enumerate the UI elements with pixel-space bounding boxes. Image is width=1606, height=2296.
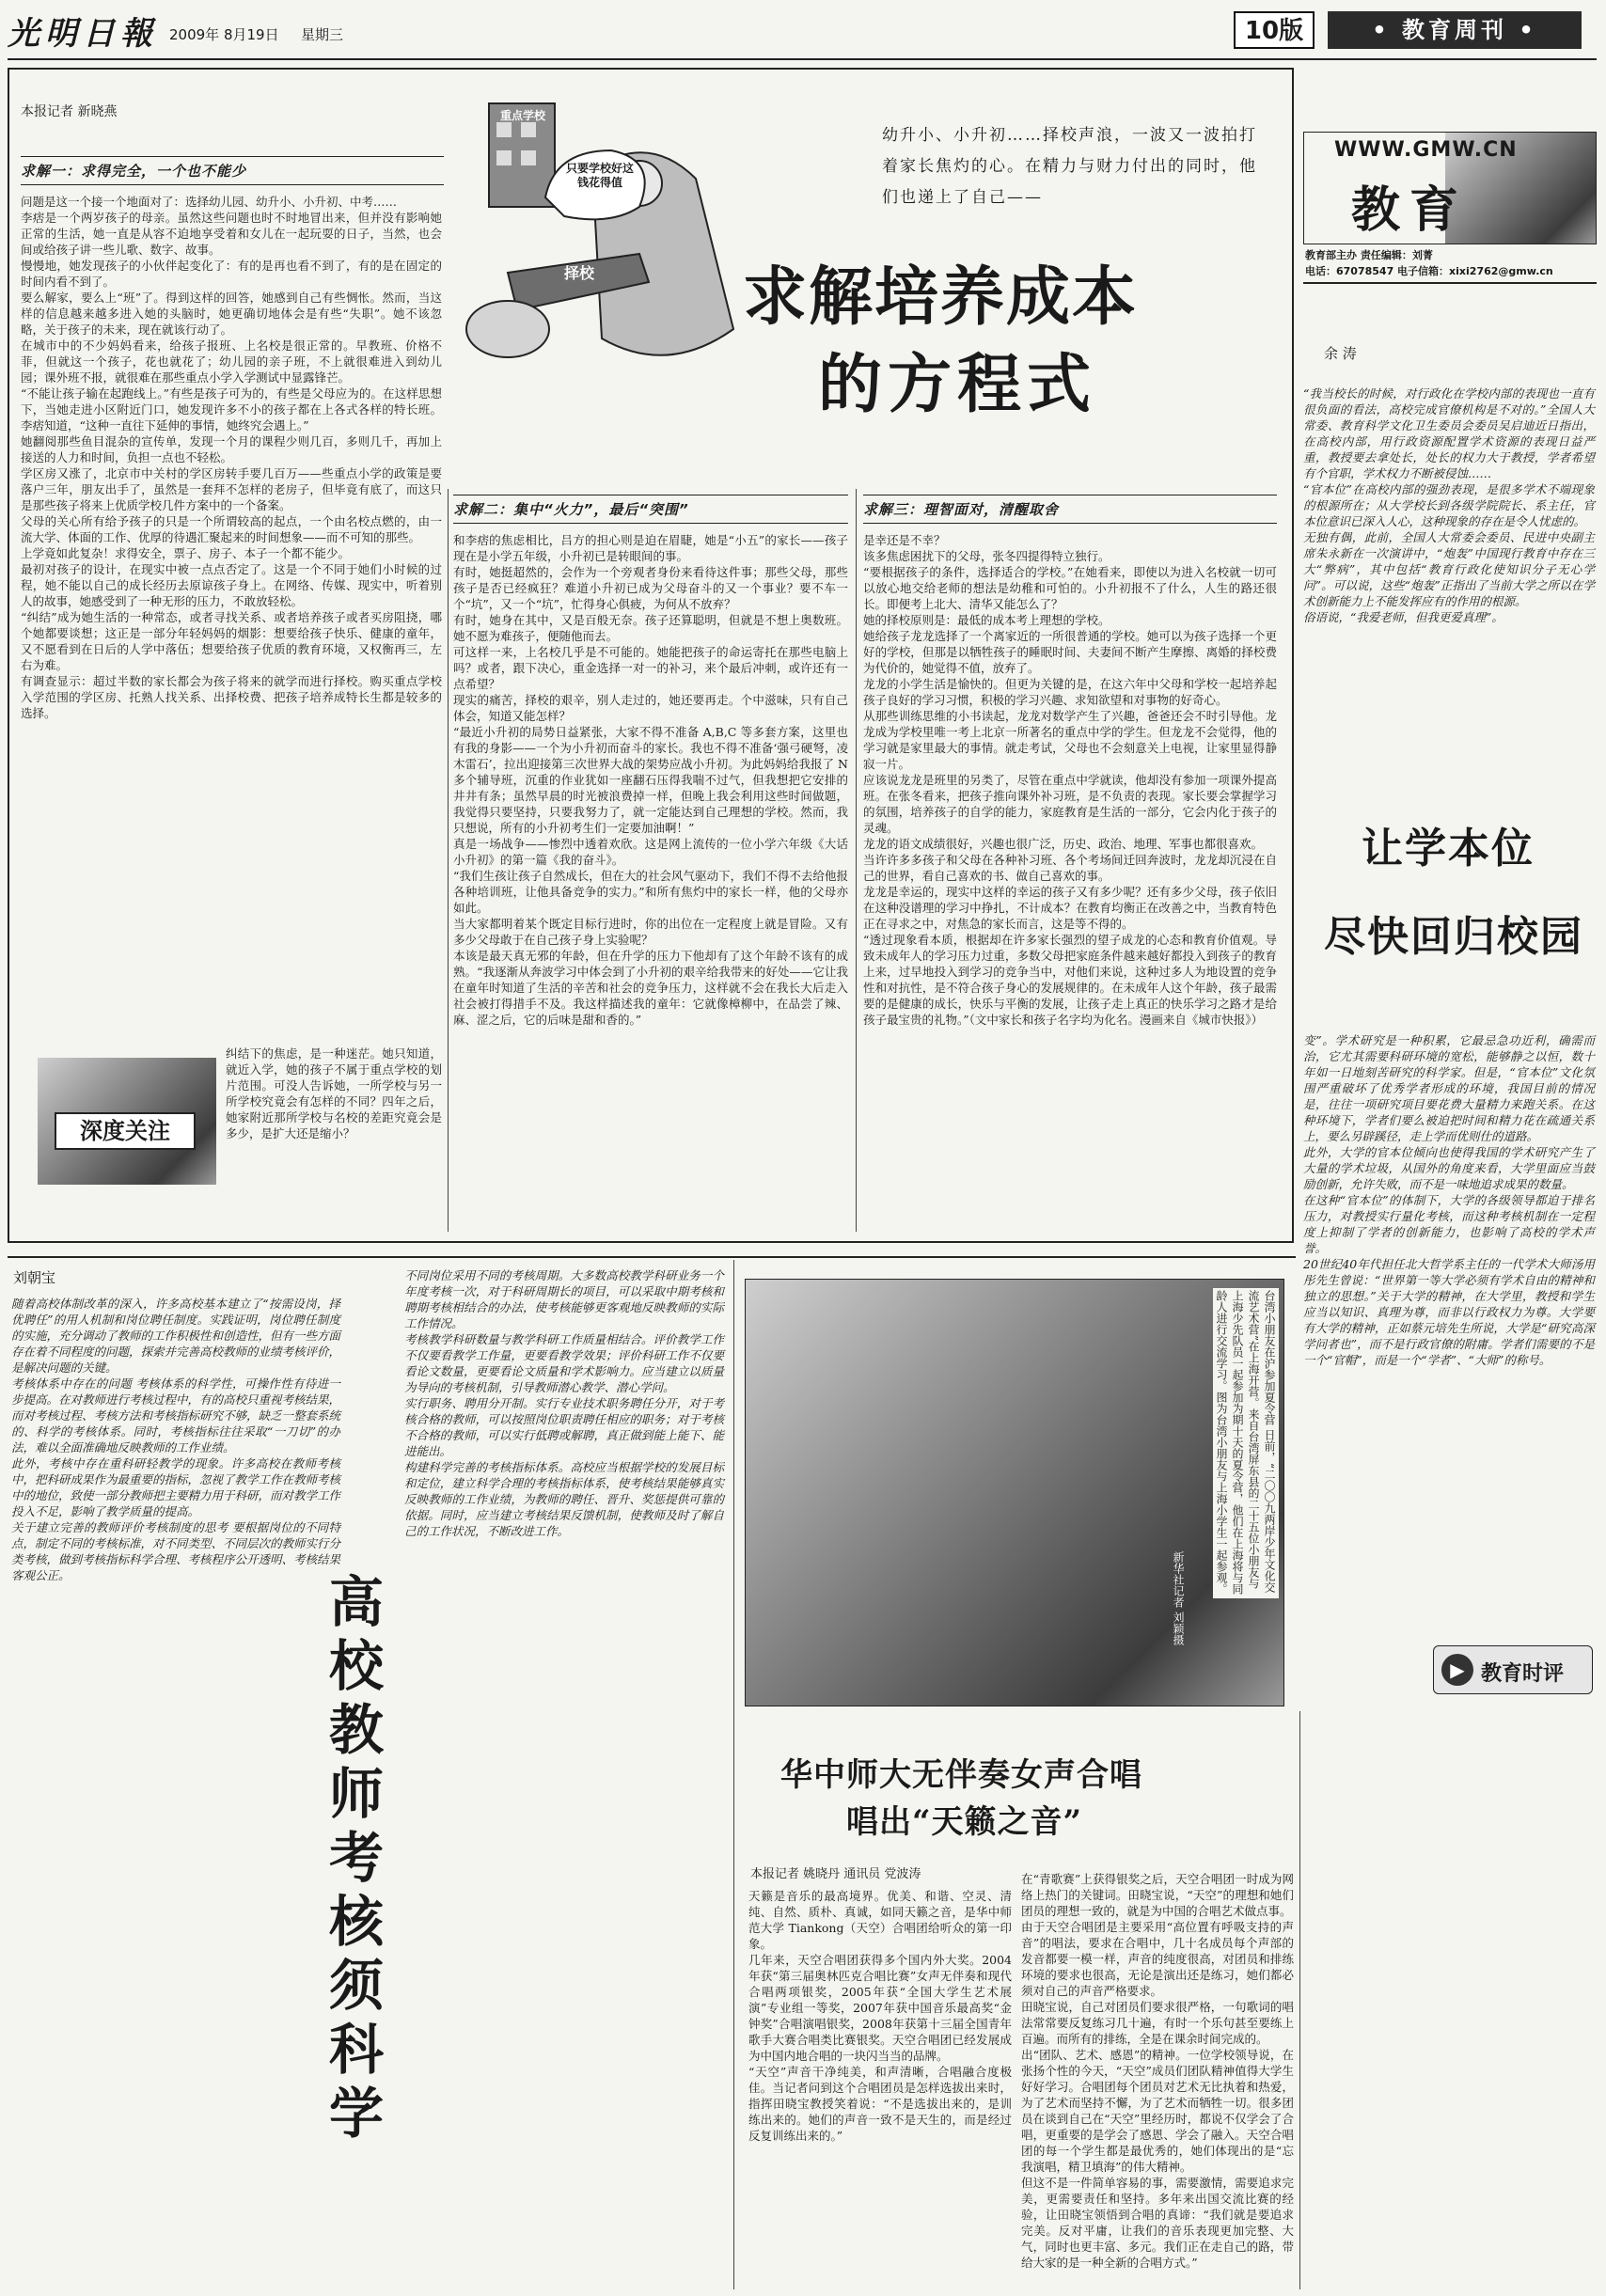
- feature-lead: 幼升小、小升初……择校声浪，一波又一波拍打着家长焦灼的心。在精力与财力付出的同时，他们也递上了自己——: [882, 126, 1257, 207]
- commentary-headline-line2: 尽快回归校园: [1324, 913, 1583, 961]
- photo-caption: 台湾小朋友在沪参加夏令营 日前，“二〇〇九两岸少年文化交流艺术营”在上海开营。来自台湾屏东县的二十五位小朋友与上海少先队员一起参加为期十天的夏令营，他们在上海将与同龄人进行交流学习。图为台湾小朋友与上海小学生一起参观。: [1213, 1288, 1279, 1598]
- feature-col-divider-2: [856, 489, 857, 1232]
- feature-subheading-3: 求解三：理智面对，清醒取舍: [863, 495, 1277, 524]
- masthead: [0, 0, 1606, 58]
- feature-byline: 本报记者 新晓燕: [21, 104, 118, 119]
- assessment-headline: 高校教师考核须科学: [329, 1570, 385, 2146]
- feature-title-line1: 求解培养成本: [743, 259, 1139, 335]
- commentary-text-bottom: 变”。学术研究是一种积累，它最忌急功近利，确需而治，它尤其需要科研环境的宽松，能够静之以恒，数十年如一日地刻苦研究的科学家。但是，“官本位”文化氛围严重破坏了优秀学者形成的环境，我国目前的情况是，往往一项研究项目要花费大量精力来跑关系。在这种环境下，学者们要么被迫把时间和精力花在疏通关系上，要么另辟蹊径，走上学而优则仕的道路。 此外，大学的官本位倾向也使得我国的学术研究产生了大量的学术垃圾，从国外的角度来看，大学里面应当鼓励创新，允许失败，而不是一味地追求成果的数量。 在这种“官本位”的体制下，大学的各级领导都迫于排名压力，对教授实行量化考核，而这种考核机制在一定程度上抑制了学者的创新能力，也影响了高校的学术声誉。 20世纪40年代担任北大哲学系主任的一代学术大师汤用彤先生曾说：“世界第一等大学必须有学术自由的精神和独立的思想。”关于大学的精神，在大学里，教授和学生应当以知识、真理为尊，而非以行政权力为尊。大学要有大学的精神，正如蔡元培先生所说，大学是“研究高深学问者也”，而不是行政官僚的附庸。学者们需要的不是一个“官帽”，而是一个“学者”、“大师”的称号。: [1303, 1033, 1595, 1367]
- feature-title-line2: 的方程式: [818, 347, 1097, 422]
- comment-badge-label: 教育时评: [1481, 1662, 1565, 1686]
- editor-line: 教育部主办 责任编辑：刘菁: [1305, 249, 1433, 261]
- right-column-divider: [1299, 1711, 1300, 2289]
- commentary-author: 余 涛: [1324, 345, 1357, 362]
- paper-name: 光明日報: [8, 15, 158, 53]
- assessment-text-right: 不同岗位采用不同的考核周期。大多数高校教学科研业务一个年度考核一次，对于科研周期长的项目，可以采取中期考核和聘期考核相结合的办法，使考核能够更客观地反映教师的实际工作情况。 考核教学科研数量与教学科研工作质量相结合。评价教学工作不仅要看教学工作量，更要看教学效果；评价科研工作不仅要看论文数量，更要看论文质量和学术影响力。应当建立以质量为导向的考核机制，引导教师潜心教学、潜心学问。 实行职务、聘用分开制。实行专业技术职务聘任分开，对于考核合格的教师，可以按照岗位职责聘任相应的职务；对于考核不合格的教师，可以实行低聘或解聘，真正做到能上能下、能进能出。 构建科学完善的考核指标体系。高校应当根据学校的发展目标和定位，建立科学合理的考核指标体系，使考核结果能够真实反映教师的工作业绩，为教师的聘任、晋升、奖惩提供可靠的依据。同时，应当建立考核结果反馈机制，使教师及时了解自己的工作状况，不断改进工作。: [404, 1268, 724, 1538]
- masthead-rule: [8, 58, 1597, 60]
- lower-section-rule: [8, 1256, 1296, 1258]
- section-banner: • 教育周刊 •: [1328, 11, 1582, 49]
- cartoon-sign-school: 重点学校: [499, 109, 545, 122]
- contact-line: 电话：67078547 电子信箱：xixi2762@gmw.cn: [1305, 265, 1553, 277]
- assessment-text-left: 随着高校体制改革的深入，许多高校基本建立了“按需设岗，择优聘任”的用人机制和岗位聘任制度。实践证明，岗位聘任制度的实施，充分调动了教师的工作积极性和创造性，但有一些方面存在着不同程度的问题，探索并完善高校教师的业绩考核评价，是解决问题的关键。 考核体系中存在的问题 考核体系的科学性，可操作性有待进一步提高。在对教师进行考核过程中，有的高校只重视考核结果，而对考核过程、考核方法和考核指标研究不够，缺乏一整套系统的、科学的考核体系。同时，考核指标往往采取“一刀切”的办法，难以全面准确地反映教师的工作业绩。 此外，考核中存在重科研轻教学的现象。许多高校在教师考核中，把科研成果作为最重要的指标，忽视了教学工作在教师考核中的地位，致使一部分教师把主要精力用于科研，而对教学工作投入不足，影响了教学质量的提高。 关于建立完善的教师评价考核制度的思考 要根据岗位的不同特点，制定不同的考核标准，对不同类型、不同层次的教师实行分类考核，做到考核指标科学合理、考核程序公开透明、考核结果客观公正。: [11, 1297, 341, 1582]
- feature-column-1: 问题是这一个接一个地面对了：选择幼儿园、幼升小、小升初、中考…… 李痞是一个两岁孩子的母亲。虽然这些问题也时不时地冒出来，但并没有影响她正常的生活，她一直是从容不迫地享受着和女儿在一起玩耍的日子，当然，也会间或给孩子讲一些儿歌、数字、故事。 慢慢地，她发现孩子的小伙伴起变化了：有的是再也看不到了，有的是在固定的时间内看不到了。 要么解家，要么上“班”了。得到这样的回答，她感到自己有些惆怅。然而，当这样的信息越来越多进入她的头脑时，她更确切地体会是有些“失职”。她不该忽略，关于孩子的未来，现在就该行动了。 在城市中的不少妈妈看来，给孩子报班、上名校是很正常的。早教班、价格不菲，但就这一个孩子，花也就花了；幼儿园的亲子班，不上就很难进入到幼儿园；课外班不报，就很难在那些重点小学入学测试中显露锋芒。 “不能让孩子输在起跑线上。”有些是孩子可为的，有些是父母应为的。在这样思想下，当她走进小区附近门口，她发现许多不小的孩子都在上各式各样的特长班。李痞知道，“这种一直往下延伸的事情，她终究会遇上。” 她翻阅那些鱼目混杂的宣传单，发现一个月的课程少则几百，多则几千，再加上接送的人力和时间，负担一点也不轻松。 学区房又涨了，北京市中关村的学区房转手要几百万——些重点小学的政策是要落户三年，朋友出手了，虽然是一套拜不怎样的老房子，但毕竟有底了，而这只是那些孩子将来上优质学校几件方案中的一个备案。 父母的关心所有给予孩子的只是一个所谓较高的起点，一个由名校点燃的，由一流大学、体面的工作、优厚的待遇汇聚起来的时间想象——而不可知的那些。 上学竟如此复杂！求得安全，票子、房子、本子一个都不能少。 最初对孩子的设计，在现实中被一点点否定了。这是一个不同于她们小时候的过程，她不能以自己的成长经历去原谅孩子身上。在网络、传媒、现实中，听着别人的故事，她感受到了一种无形的压力，不敢放轻松。 “纠结”成为她生活的一种常态，或者寻找关系、或者培养孩子或者买房阻挠，哪个她都要谈想；这正是一部分年轻妈妈的烟影：想要给孩子快乐、健康的童年，又不愿看到在日后的人学中落伍；想要给孩子优质的教育环境，又权衡再三，左右为难。 有调查显示：超过半数的家长都会为孩子将来的就学而进行择校。购买重点学校入学范围的学区房、托熟人找关系、出择校费、把孩子培养成特长生都是较多的选择。: [21, 195, 442, 720]
- commentary-text-top: “我当校长的时候，对行政化在学校内部的表现也一直有很负面的看法，高校完成官僚机构是不对的。”全国人大常委、教育科学文化卫生委员会委员吴启迪近日指出，在高校内部，用行政资源配置学术资源的表现日益严重，教授要去拿处长，处长的权力大于教授，学者希望有个官职，学术权力不断被侵蚀…… “官本位”在高校内部的强劲表现，是很多学术不端现象的根源所在；从大学校长到各级学院院长、系主任，官本位意识已深入人心，这种现象的存在是令人忧虑的。 无独有偶，此前，全国人大常委会委员、民进中央副主席朱永新在一次演讲中，“炮轰”中国现行教育中存在三大“弊病”，其中包括“教育行政化使知识分子无心学问”。可以说，这些“炮轰”正指出了当前大学之所以在学术创新能力上不能发挥应有的作用的根源。 俗语说，“我爱老师，但我更爱真理”。: [1303, 386, 1595, 624]
- issue-weekday: 星期三: [301, 26, 344, 43]
- cartoon-illustration: [451, 94, 752, 404]
- sidebar-text: 纠结下的焦虑，是一种迷茫。她只知道，就近入学，她的孩子不属于重点学校的划片范围。可没人告诉她，一所学校与另一所学校究竟会有怎样的不同？四年之后，她家附近那所学校与名校的差距究竟会是多少，是扩大还是缩小？: [226, 1046, 442, 1140]
- feature-subheading-1: 求解一：求得完全，一个也不能少: [21, 156, 444, 185]
- commentary-headline-line1: 让学本位: [1362, 825, 1535, 873]
- sidebar-label: 深度关注: [55, 1112, 196, 1150]
- issue-date: 2009年 8月19日: [169, 26, 279, 43]
- cartoon-drawing: [451, 94, 752, 404]
- feature-subheading-2: 求解二：集中“火力”，最后“突围”: [453, 495, 848, 524]
- cartoon-speech-bubble: 只要学校好这钱花得值: [565, 162, 634, 189]
- feature-column-3: 是幸还是不幸？ 该多焦虑困扰下的父母，张冬四提得特立独行。 “要根据孩子的条件，选择适合的学校。”在她看来，即使以为进入名校就一切可以放心地交给老师的想法是幼稚和可怕的。小升初报不了什么，人生的路还很长。即便考上北大、清华又能怎么了？ 她的择校原则是：最低的成本考上理想的学校。 她给孩子龙龙选择了一个离家近的一所很普通的学校。她可以为孩子选择一个更好的学校，但那是以牺牲孩子的睡眠时间、夫妻间不断产生摩擦、离婚的择校费为代价的，她觉得不值，放弃了。 龙龙的小学生活是愉快的。但更为关键的是，在这六年中父母和学校一起培养起孩子良好的学习习惯，积极的学习兴趣、求知欲望和对事物的好奇心。 从那些训练思维的小书读起，龙龙对数学产生了兴趣，爸爸还会不时引导他。龙龙成为学校里唯一考上北京一所著名的重点中学的学生。但龙龙不会觉得，他的学习就是家里最大的事情。就走考试，父母也不会刻意关上电视，让家里显得静寂一片。 应该说龙龙是班里的另类了，尽管在重点中学就读，他却没有参加一项课外提高班。在张冬看来，把孩子推向课外补习班，是不负责的表现。家长要会掌握学习的氛围，培养孩子的自学的能力，家庭教育是生活的一部分，它会内化于孩子的灵魂。 龙龙的语文成绩很好，兴趣也很广泛，历史、政治、地理、军事也都很喜欢。 当许许多多孩子和父母在各种补习班、各个考场间迁回奔波时，龙龙却沉浸在自己的世界，看自己喜欢的书、做自己喜欢的事。 龙龙是幸运的，现实中这样的幸运的孩子又有多少呢？还有多少父母，孩子依旧在这种没谱理的学习中挣扎，不计成本？在教育均衡正在改善之中，当教育特色正在寻求之中，对焦急的家长而言，这是等不得的。 “透过现象看本质，根据却在许多家长强烈的望子成龙的心态和教育价值观。导致未成年人的学习压力过重，多数父母把家庭条件越来越好都投入到孩子的教育上来，过早地投入到学习的竞争当中，对他们来说，这种过多人为地设置的竞争性和对抗性，是不符合孩子身心的发展规律的。在未成年人这个年龄，孩子最需要的是健康的成长，快乐与平衡的发展，让孩子走上真正的快乐学习之路才是给孩子最宝贵的礼物。”（文中家长和孩子名字均为化名。漫画来自《城市快报》）: [863, 533, 1277, 1027]
- banner-rule: [1303, 282, 1597, 284]
- lower-divider: [733, 1260, 734, 2289]
- comment-arrow-icon: ▶: [1441, 1654, 1473, 1686]
- choir-headline-line2: 唱出“天籁之音”: [846, 1803, 1083, 1841]
- choir-text-col2: 在“青歌赛”上获得银奖之后，天空合唱团一时成为网络上热门的关键词。田晓宝说，“天空”的理想和她们团员的理想一致的，就是为中国的合唱艺术做点事。 由于天空合唱团是主要采用“高位置有呼吸支持的声音”的唱法，要求在合唱中，几十名成员每个声部的发音都要一模一样，声音的纯度很高，对团员和排练环境的要求也很高，无论是演出还是练习，她们都必须对自己的声音严格要求。 田晓宝说，自己对团员们要求很严格，一句歌词的唱法常常要反复练习几十遍，有时一个乐句甚至要练上百遍。而所有的排练，全是在课余时间完成的。 出“团队、艺术、感恩”的精神。一位学校领导说，在张扬个性的今天，“天空”成员们团队精神值得大学生好好学习。合唱团每个团员对艺术无比执着和热爱，为了艺术而坚持不懈，为了艺术而牺牲一切。很多团员在谈到自己在“天空”里经历时，都说不仅学会了合唱，更重要的是学会了感恩、学会了融入。天空合唱团的每一个学生都是最优秀的，她们体现出的是“忘我演唱，精卫填海”的伟大精神。 但这不是一件简单容易的事，需要激情，需要追求完美，更需要责任和坚持。多年来出国交流比赛的经验，让田晓宝领悟到合唱的真谛：“我们就是要追求完美。反对平庸，让我们的音乐表现更加完整、大气，同时也更丰富、多元。我们正在走自己的路，带给大家的是一种全新的合唱方式。”: [1021, 1872, 1294, 2270]
- photo-credit: 新华社记者 刘颖摄: [1172, 1551, 1185, 1645]
- website-url: WWW.GMW.CN: [1334, 138, 1518, 162]
- comment-badge: [1433, 1645, 1593, 1694]
- choir-headline-line1: 华中师大无伴奏女声合唱: [780, 1756, 1142, 1794]
- choir-byline: 本报记者 姚晓丹 通讯员 党波涛: [750, 1867, 921, 1881]
- page-number: 10版: [1234, 11, 1315, 49]
- choir-text-col1: 天籁是音乐的最高境界。优美、和谐、空灵、清纯、自然、质朴、真诚，如同天籁之音，是华中师范大学 Tiankong（天空）合唱团给听众的第一印象。 几年来，天空合唱团获得多个国内外大奖。2004年获“第三届奥林匹克合唱比赛”女声无伴奏和现代合唱两项银奖，2005年获“全国大学生艺术展演”专业组一等奖，2007年获中国音乐最高奖“金钟奖”合唱演唱银奖，2008年获第十三届全国青年歌手大赛合唱类比赛银奖。天空合唱团已经发展成为中国内地合唱的一块闪当当的品牌。 “天空”声音干净纯美，和声清晰，合唱融合度极佳。当记者问到这个合唱团员是怎样选拔出来时，指挥田晓宝教授笑着说：“不是选拔出来的，是训练出来的。她们的声音一致不是天生的，而是经过反复训练出来的。”: [748, 1889, 1012, 2143]
- assessment-author: 刘朝宝: [13, 1269, 56, 1286]
- feature-col-divider-1: [448, 489, 449, 1232]
- education-section-title: 教育: [1351, 181, 1469, 239]
- taiwan-children-photo: [745, 1279, 1284, 1706]
- education-banner: [1303, 132, 1597, 244]
- cartoon-sign-zexiao: 择校: [564, 264, 595, 282]
- deep-focus-sidebar: [38, 1058, 216, 1185]
- feature-column-2: 和李痞的焦虑相比，吕方的担心则是迫在眉睫，她是“小五”的家长——孩子现在是小学五年级，小升初已是转眼间的事。 有时，她挺超然的，会作为一个旁观者身份来看待这件事；那些父母，那些孩子是否已经疯狂？难道小升初已成为父母奋斗的又一个事业？要不车一个“坑”，又一个“坑”，忙得身心俱疲，为何从不放弃？ 有时，她身在其中，又是百般无奈。孩子还算聪明，但就是不想上奥数班。她不愿为难孩子，便随他而去。 可这样一来，上名校几乎是不可能的。她能把孩子的命运寄托在那些电脑上吗？或者，跟下决心，重金选择一对一的补习，来个最后冲刺，或许还有一点希望？ 现实的痛苦，择校的艰辛，别人走过的，她还要再走。个中滋味，只有自己体会，知道又能怎样？ “最近小升初的局势日益紧张，大家不得不准备 A,B,C 等多套方案，这里也有我的身影——一个为小升初而奋斗的家长。我也不得不准备‘强弓硬弩，凌木雷石’，拉出迎接第三次世界大战的架势应战小升初。为此妈妈给我报了 N 多个辅导班，沉重的作业犹如一座翻石压得我喘不过气，但我想把它安排的井井有条；虽然早晨的时光被浪费掉一样，但晚上我会利用这些时间做题，我觉得只要坚持，只要我努力了，就一定能达到自己理想的学校。然而，我只想说，所有的小升初考生们一定要加油啊！” 真是一场战争——惨烈中透着欢欣。这是网上流传的一位小学六年级《大话小升初》的第一篇《我的奋斗》。 “我们生孩让孩子自然成长，但在大的社会风气驱动下，我们不得不去给他报各种培训班，让他具备竞争的实力。”和所有焦灼中的家长一样，他的父母亦如此。 当大家都明着某个既定目标行进时，你的出位在一定程度上就是冒险。又有多少父母敢于在自己孩子身上实验呢？ 本该是最天真无邪的年龄，但在升学的压力下他却有了这个年龄不该有的成熟。“我逐渐从奔波学习中体会到了小升初的艰辛给我带来的好处——它让我在童年时知道了生活的辛苦和社会的竞争压力，这样就不会在我长大后走入社会被打得措手不及。我这样描述我的童年：它就像樟柳中，在品尝了辣、麻、涩之后，它的后味是甜和香的。”: [453, 533, 848, 1027]
